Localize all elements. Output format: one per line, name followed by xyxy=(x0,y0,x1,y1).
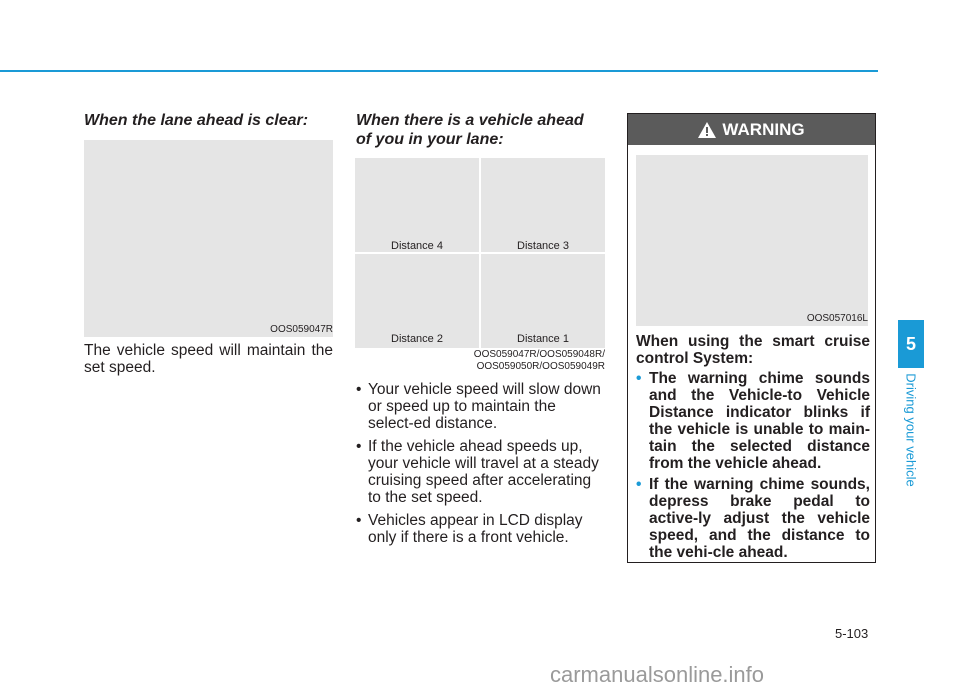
top-rule xyxy=(0,70,878,72)
lane-clear-text: The vehicle speed will maintain the set speed. xyxy=(84,342,333,376)
distance-3-label: Distance 3 xyxy=(517,240,569,252)
warning-title: WARNING xyxy=(722,119,805,139)
page-number: 5-103 xyxy=(835,626,869,641)
watermark: carmanualsonline.info xyxy=(550,662,765,687)
lane-clear-image-code: OOS059047R xyxy=(270,324,333,335)
warning-triangle-icon xyxy=(698,122,716,138)
vehicle-ahead-heading xyxy=(356,111,584,149)
bullet-icon: • xyxy=(636,476,642,493)
distance-2-label: Distance 2 xyxy=(391,333,443,345)
list-item: • If the warning chime sounds, depress brake pedal to active-ly adjust the vehicle speed, and the distance to the vehi-cle ahead. xyxy=(636,476,870,561)
list-item: • If the vehicle ahead speeds up, your vehicle will travel at a steady cruising speed after accelerating to the set speed. xyxy=(356,438,599,506)
bullet-icon: • xyxy=(356,381,362,398)
vehicle-ahead-heading-line1: When there is a vehicle ahead xyxy=(356,112,584,129)
distance-image-code-line2: OOS059050R/OOS059049R xyxy=(476,361,605,372)
distance-3-image xyxy=(481,158,605,252)
warning-image xyxy=(636,155,868,326)
bullet-icon: • xyxy=(356,438,362,455)
vehicle-ahead-bullets xyxy=(356,381,605,552)
warning-image-code: OOS057016L xyxy=(806,313,868,324)
lane-clear-image xyxy=(84,140,333,337)
distance-image-code-line1: OOS059047R/OOS059048R/ xyxy=(473,349,605,360)
warning-header xyxy=(628,114,875,145)
chapter-title: Driving your vehicle xyxy=(903,373,919,487)
warning-box xyxy=(627,113,876,563)
list-item: • Vehicles appear in LCD display only if there is a front vehicle. xyxy=(356,512,583,546)
distance-4-label: Distance 4 xyxy=(391,240,443,252)
bullet-icon: • xyxy=(636,370,642,387)
warning-intro: When using the smart cruise control System: xyxy=(636,333,870,367)
list-item: • The warning chime sounds and the Vehicle-to Vehicle Distance indicator blinks if the vehicle is unable to main-tain the selected distance from the vehicle ahead. xyxy=(636,370,870,472)
distance-image-code xyxy=(355,349,605,373)
list-item: • Your vehicle speed will slow down or speed up to maintain the select-ed distance. xyxy=(356,381,601,432)
chapter-tab: 5 xyxy=(898,320,924,368)
distance-1-label: Distance 1 xyxy=(517,333,569,345)
distance-4-image xyxy=(355,158,479,252)
warning-list xyxy=(636,370,870,565)
bullet-icon: • xyxy=(356,512,362,529)
lane-clear-heading: When the lane ahead is clear: xyxy=(84,112,309,129)
vehicle-ahead-heading-line2: of you in your lane: xyxy=(356,131,504,148)
